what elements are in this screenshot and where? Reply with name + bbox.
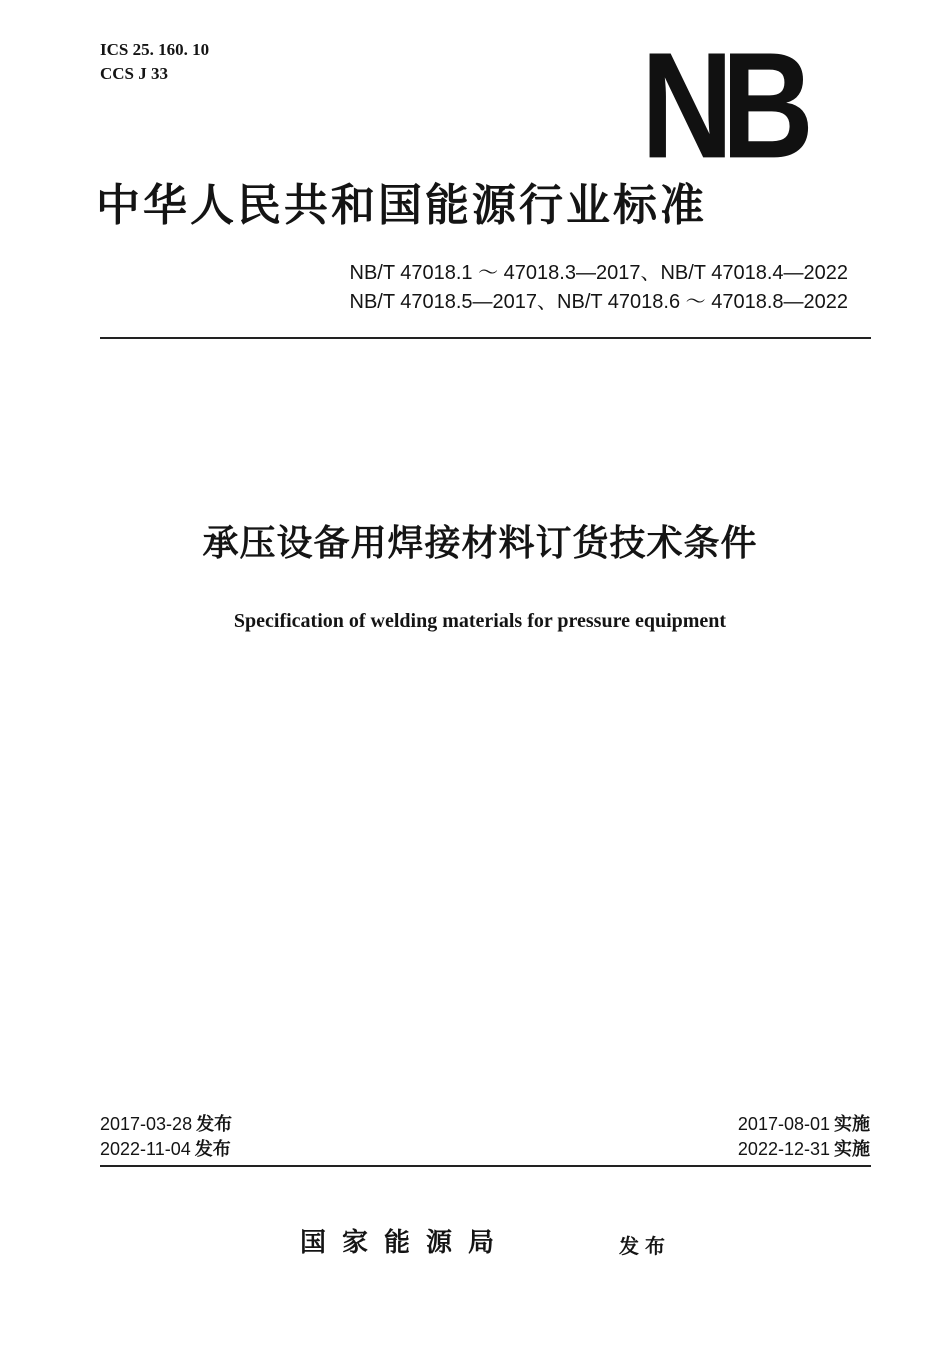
publish-date-1-value: 2017-03-28	[100, 1114, 193, 1134]
implement-date-2	[738, 1136, 870, 1162]
publish-date-1	[100, 1111, 232, 1137]
document-title-english: Specification of welding materials for pressure equipment	[233, 610, 727, 632]
standard-number-line-2: NB/T 47018.5—2017、NB/T 47018.6 ～ 47018.8—2022	[349, 291, 848, 313]
issue-label: 发布	[619, 1234, 671, 1258]
implement-date-1-value: 2017-08-01	[737, 1114, 830, 1134]
publish-date-1-label: 发布	[196, 1114, 233, 1134]
top-divider	[100, 337, 871, 339]
issuing-authority: 国家能源局	[300, 1228, 511, 1258]
implement-date-2-value: 2022-12-31	[737, 1139, 830, 1159]
publish-date-2-value: 2022-11-04	[100, 1139, 191, 1159]
implement-date-1	[738, 1111, 870, 1137]
ccs-code: CCS J 33	[100, 64, 169, 83]
standard-number-line-1: NB/T 47018.1 ～ 47018.3—2017、NB/T 47018.4—2022	[349, 262, 848, 284]
bottom-divider	[100, 1165, 871, 1167]
nb-logo: NB	[641, 21, 802, 191]
implement-date-1-label: 实施	[834, 1114, 870, 1134]
publish-date-2-label: 发布	[194, 1139, 231, 1159]
implement-date-2-label: 实施	[834, 1139, 870, 1159]
standard-type-heading: 中华人民共和国能源行业标准	[96, 180, 707, 231]
publish-date-2	[100, 1136, 231, 1162]
ics-code: ICS 25. 160. 10	[100, 40, 210, 59]
document-title-chinese: 承压设备用焊接材料订货技术条件	[202, 523, 758, 564]
